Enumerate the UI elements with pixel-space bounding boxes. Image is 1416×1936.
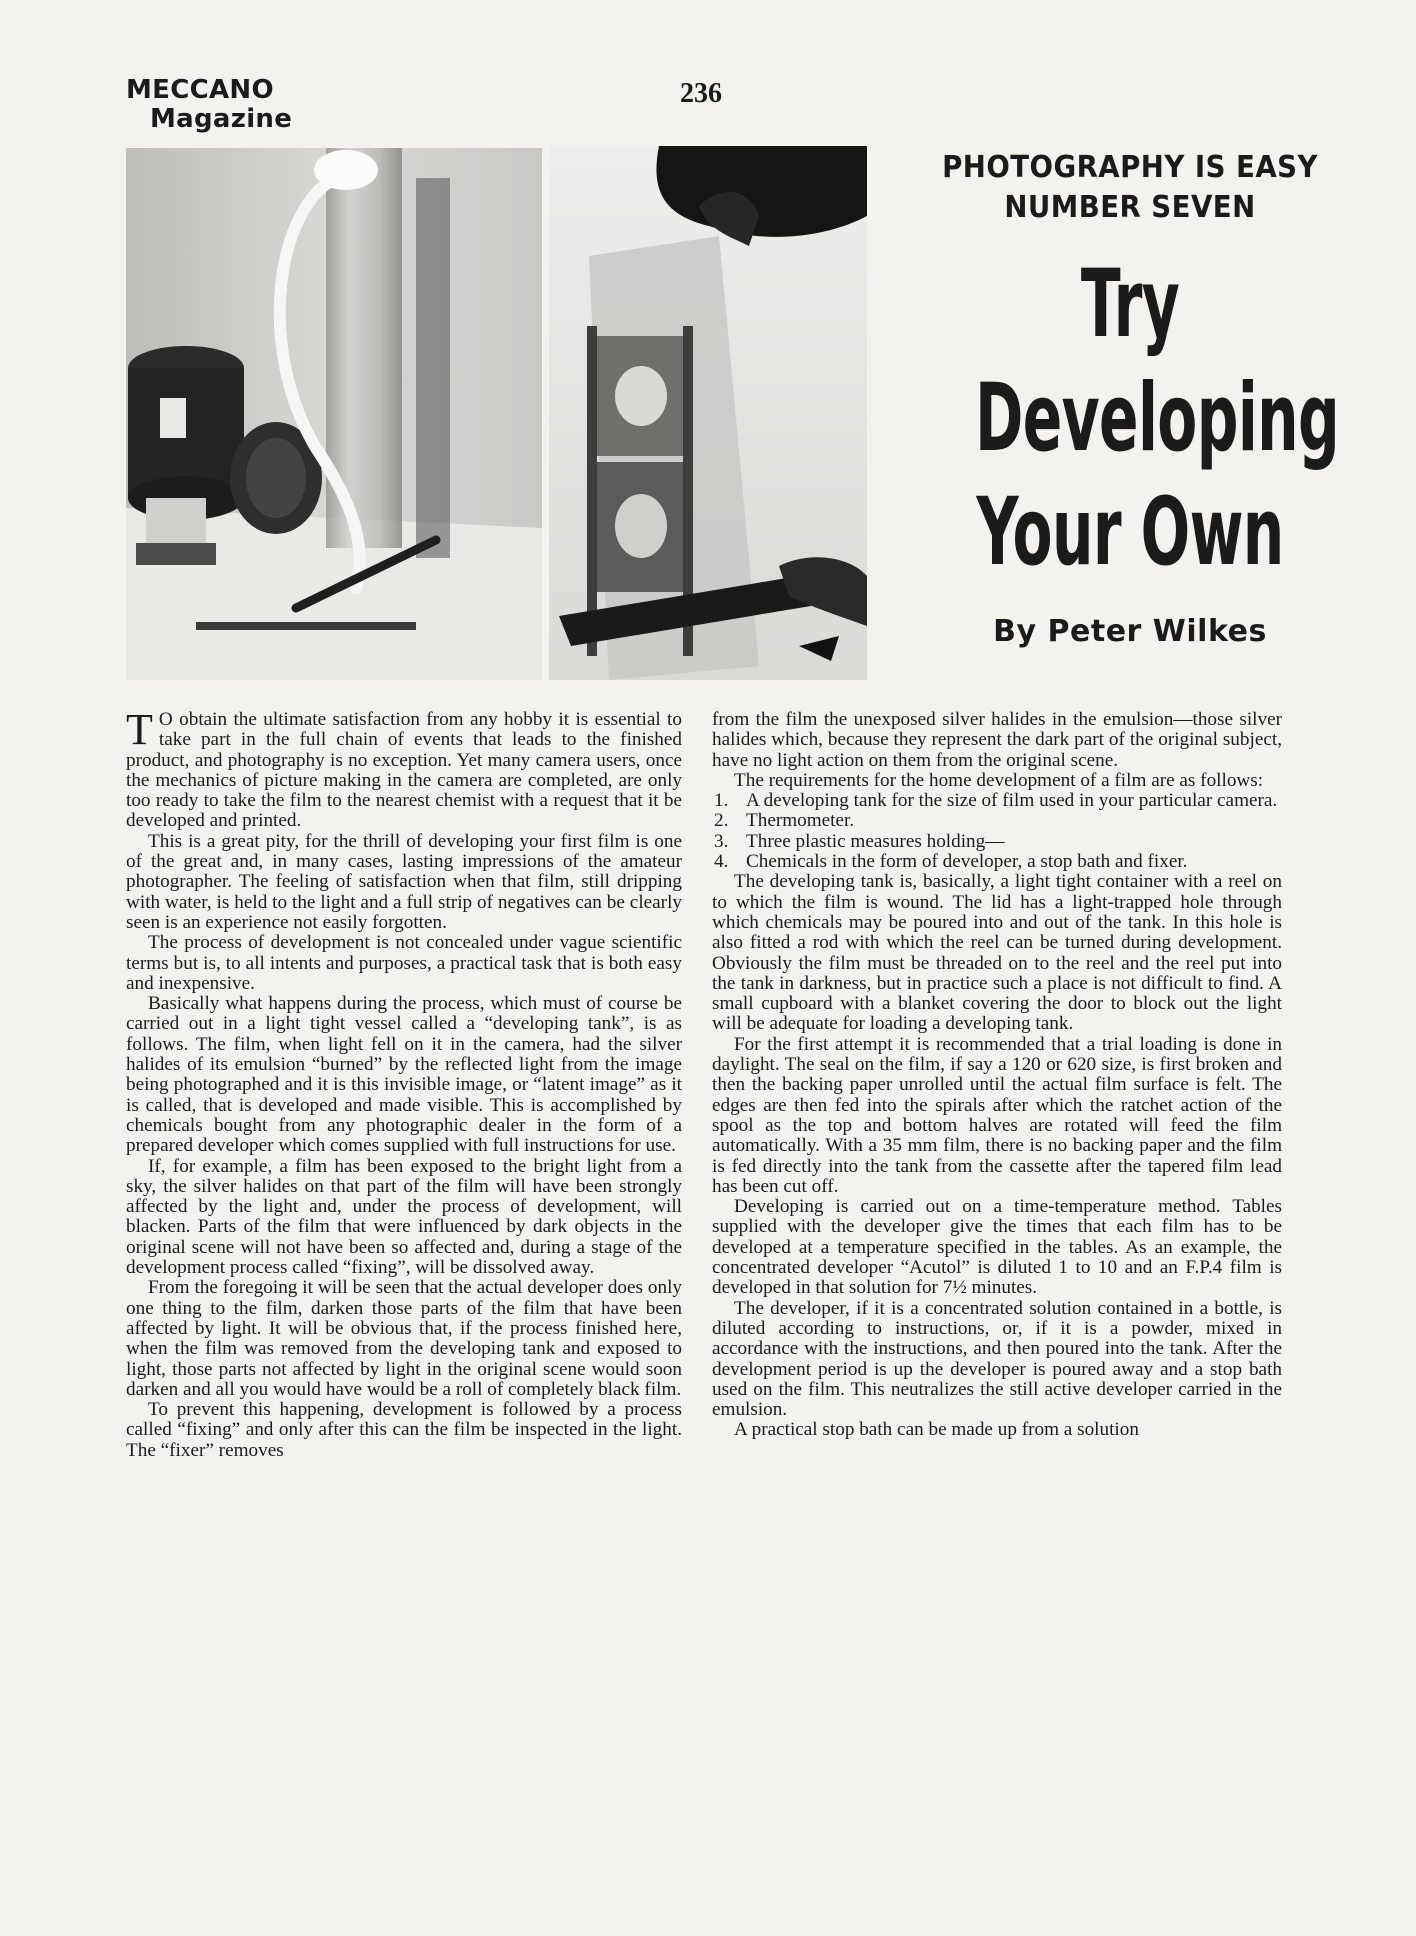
requirements-list bbox=[712, 791, 1282, 872]
paragraph: A practical stop bath can be made up from a solution bbox=[734, 1419, 1139, 1441]
series-title-line-2: NUMBER SEVEN bbox=[1004, 190, 1256, 225]
list-item-number: 4. bbox=[714, 851, 729, 873]
list-item bbox=[712, 811, 1282, 831]
paragraph: from the film the unexposed silver halides in the emulsion—those silver halides which, because they represent the dark part of the original subject, have no light action on them from the original scene. bbox=[712, 709, 1282, 771]
paragraph: The developer, if it is a concentrated solution contained in a bottle, is diluted according to instructions, or, if it is a powder, mixed in accordance with the instructions, and then poured into the tank. After the development period is up the developer is poured away and a stop bath used on the film. This neutralizes the still active developer carried in the emulsion. bbox=[712, 1297, 1282, 1421]
paragraph: The developing tank is, basically, a light tight container with a reel on to which the film is wound. The lid has a light-trapped hole through which chemicals may be poured into and out of the tank. In this hole is also fitted a rod with which the reel can be turned during development. Obviously the film must be threaded on to the reel and the reel put into the tank in darkness, but in practice such a place is not difficult to find. A small cupboard with a blanket covering the door to block out the light will be adequate for loading a developing tank. bbox=[712, 871, 1282, 1035]
series-title bbox=[900, 148, 1360, 228]
paragraph bbox=[126, 705, 682, 832]
page-number: 236 bbox=[680, 78, 722, 109]
paragraph: This is a great pity, for the thrill of developing your first film is one of the great and, in many cases, lasting impressions of the amateur photographer. The feeling of satisfaction when that film, still dripping with water, is held to the light and a full strip of negatives can be clearly seen is an experience not easily forgotten. bbox=[126, 830, 682, 933]
equipment-photo bbox=[126, 148, 542, 680]
paragraph: For the first attempt it is recommended that a trial loading is done in daylight. The seal on the film, if say a 120 or 620 size, is first broken and then the backing paper unrolled until the actual film surface is felt. The edges are then fed into the spirals after which the ratchet action of the spool as the top and bottom halves are rotated will feed the film automatically. With a 35 mm film, there is no backing paper and the film is fed directly into the tank from the cassette after the tapered film lead has been cut off. bbox=[712, 1033, 1282, 1197]
paragraph: Developing is carried out on a time-temperature method. Tables supplied with the developer give the times that each film has to be developed at a temperature specified in the tables. As an example, the concentrated developer “Acutol” is diluted 1 to 10 and an F.P.4 film is developed in that solution for 7½ minutes. bbox=[712, 1196, 1282, 1299]
equipment-photo-illustration bbox=[126, 148, 542, 680]
list-item-text: Thermometer. bbox=[746, 810, 855, 832]
list-item bbox=[712, 791, 1282, 811]
paragraph: Basically what happens during the process, which must of course be carried out in a light tight vessel called a “developing tank”, is as follows. The film, when light fell on it in the camera, had the silver halides of its emulsion “burned” by the reflected light from the image being photographed and it is this invisible image, or “latent image” as it is called, that is developed and made visible. This is accomplished by chemicals bought from any photographic dealer in the form of a prepared developer which comes supplied with full instructions for use. bbox=[126, 993, 682, 1157]
paragraph: The requirements for the home development of a film are as follows: bbox=[734, 769, 1264, 791]
article-title-line-3: Your Own bbox=[976, 478, 1284, 587]
drop-cap: T bbox=[126, 705, 153, 754]
article-title-line-2: Developing bbox=[975, 364, 1340, 473]
list-item bbox=[712, 832, 1282, 852]
list-item-text: Chemicals in the form of developer, a stop bath and fixer. bbox=[746, 851, 1188, 873]
list-item-number: 2. bbox=[714, 810, 729, 832]
paragraph: To prevent this happening, development is followed by a process called “fixing” and only after this can the film be inspected in the light. The “fixer” removes bbox=[126, 1399, 682, 1461]
paragraph-text: O obtain the ultimate satisfaction from any hobby it is essential to take part in the full chain of events that leads to the finished product, and photography is no exception. Yet many camera users, once the mechanics of picture making in the camera are completed, are only too ready to take the film to the nearest chemist with a request that it be developed and printed. bbox=[126, 709, 682, 832]
negatives-photo-illustration bbox=[549, 146, 867, 680]
list-item-number: 1. bbox=[714, 790, 729, 812]
article-column-left bbox=[126, 705, 682, 1461]
article-title bbox=[880, 248, 1380, 590]
negatives-photo bbox=[549, 146, 867, 680]
list-item bbox=[712, 852, 1282, 872]
series-title-line-1: PHOTOGRAPHY IS EASY bbox=[942, 150, 1318, 185]
paragraph: If, for example, a film has been exposed to the bright light from a sky, the silver halides on that part of the film will have been strongly affected by the light and, under the process of development, will blacken. Parts of the film that were influenced by dark objects in the original scene will not have been so affected and, during a stage of the development process called “fixing”, will be dissolved away. bbox=[126, 1155, 682, 1279]
list-item-text: Three plastic measures holding— bbox=[746, 830, 1005, 852]
masthead-title: MECCANO bbox=[126, 75, 274, 105]
paragraph: From the foregoing it will be seen that the actual developer does only one thing to the film, darken those parts of the film that have been affected by light. It will be obvious that, if the process finished here, when the film was removed from the developing tank and exposed to light, those parts not affected by light in the original scene would soon darken and all you would have would be a roll of completely black film. bbox=[126, 1277, 682, 1400]
paragraph: The process of development is not concealed under vague scientific terms but is, to all intents and purposes, a practical task that is both easy and inexpensive. bbox=[126, 932, 682, 994]
list-item-text: A developing tank for the size of film used in your particular camera. bbox=[746, 790, 1278, 812]
article-column-right bbox=[712, 710, 1282, 1441]
article-title-line-1: Try bbox=[1080, 250, 1180, 359]
masthead-subtitle: Magazine bbox=[150, 104, 293, 134]
byline: By Peter Wilkes bbox=[993, 614, 1267, 649]
masthead bbox=[126, 76, 292, 134]
list-item-number: 3. bbox=[714, 830, 729, 852]
